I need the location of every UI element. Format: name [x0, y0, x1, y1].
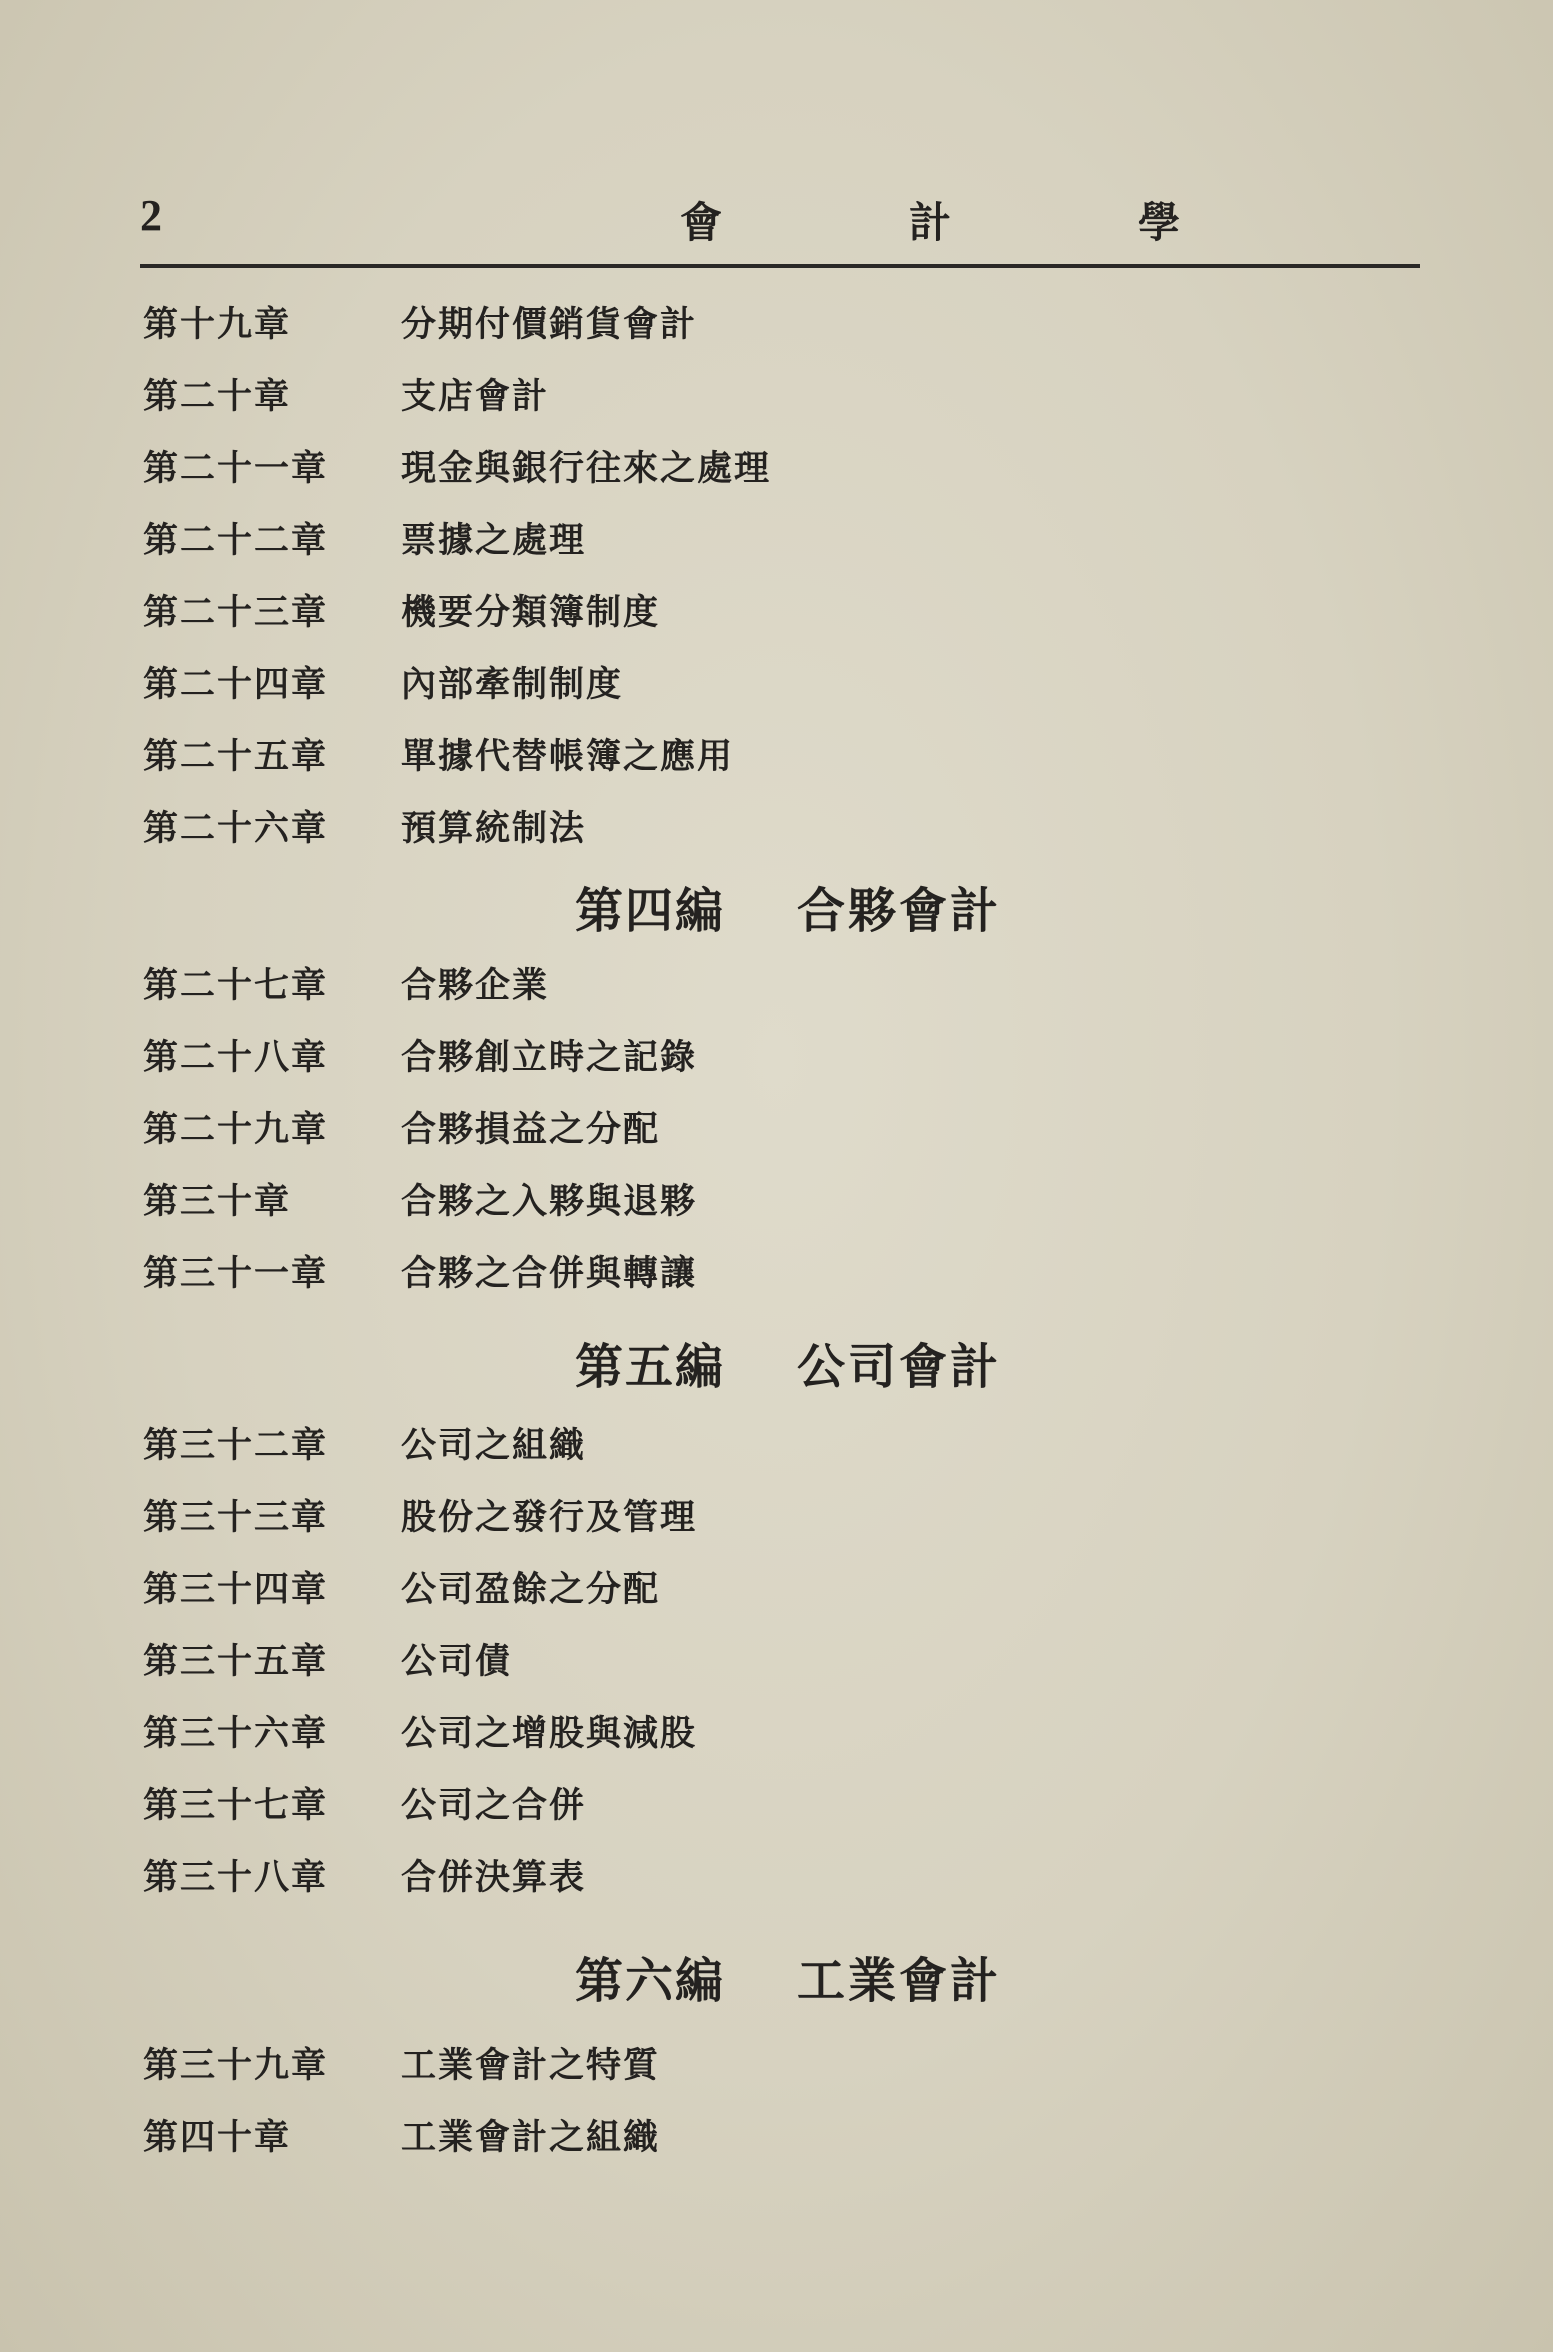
chapter-number: 第二十六章 — [143, 808, 329, 849]
part-heading — [575, 872, 1275, 942]
chapter-number: 第二十三章 — [143, 592, 329, 633]
chapter-title: 工業會計之特質 — [401, 2045, 661, 2086]
toc-entry — [143, 1030, 1243, 1090]
part-number: 第四編 — [575, 883, 726, 939]
running-title-char: 計 — [908, 198, 951, 247]
running-title — [680, 190, 1180, 250]
toc-entry — [143, 1778, 1243, 1838]
chapter-title: 公司之組織 — [401, 1425, 587, 1466]
chapter-number: 第二十八章 — [143, 1037, 329, 1078]
part-heading — [575, 1328, 1275, 1398]
chapter-number: 第四十章 — [143, 2117, 292, 2158]
toc-entry — [143, 729, 1243, 789]
toc-entry — [143, 1418, 1243, 1478]
chapter-title: 單據代替帳簿之應用 — [401, 736, 735, 777]
chapter-number: 第二十五章 — [143, 736, 329, 777]
toc-entry — [143, 801, 1243, 861]
toc-entry — [143, 585, 1243, 645]
chapter-number: 第二十九章 — [143, 1109, 329, 1150]
toc-entry — [143, 441, 1243, 501]
chapter-title: 內部牽制制度 — [401, 664, 624, 705]
toc-entry — [143, 369, 1243, 429]
chapter-title: 現金與銀行往來之處理 — [401, 448, 772, 489]
chapter-title: 預算統制法 — [401, 808, 587, 849]
toc-entry — [143, 513, 1243, 573]
part-number: 第五編 — [575, 1339, 726, 1395]
chapter-title: 公司債 — [401, 1641, 513, 1682]
chapter-title: 合夥企業 — [401, 965, 550, 1006]
chapter-number: 第三十五章 — [143, 1641, 329, 1682]
chapter-title: 公司之增股與減股 — [401, 1713, 698, 1754]
chapter-title: 公司盈餘之分配 — [401, 1569, 661, 1610]
toc-entry — [143, 1562, 1243, 1622]
chapter-title: 合併決算表 — [401, 1857, 587, 1898]
chapter-number: 第三十三章 — [143, 1497, 329, 1538]
chapter-title: 合夥損益之分配 — [401, 1109, 661, 1150]
part-title: 公司會計 — [797, 1339, 1002, 1395]
chapter-title: 合夥創立時之記錄 — [401, 1037, 698, 1078]
chapter-title: 合夥之合併與轉讓 — [401, 1253, 698, 1294]
toc-entry — [143, 657, 1243, 717]
chapter-number: 第二十二章 — [143, 520, 329, 561]
chapter-number: 第三十七章 — [143, 1785, 329, 1826]
chapter-title: 機要分類簿制度 — [401, 592, 661, 633]
toc-entry — [143, 1706, 1243, 1766]
toc-entry — [143, 297, 1243, 357]
chapter-number: 第十九章 — [143, 304, 292, 345]
part-title: 合夥會計 — [797, 883, 1002, 939]
chapter-title: 股份之發行及管理 — [401, 1497, 698, 1538]
toc-entry — [143, 1850, 1243, 1910]
chapter-number: 第二十一章 — [143, 448, 329, 489]
toc-entry — [143, 2110, 1243, 2170]
toc-entry — [143, 1634, 1243, 1694]
chapter-number: 第三十八章 — [143, 1857, 329, 1898]
chapter-number: 第三十二章 — [143, 1425, 329, 1466]
running-title-char: 學 — [1137, 198, 1180, 247]
page-number: 2 — [140, 191, 162, 240]
chapter-title: 公司之合併 — [401, 1785, 587, 1826]
chapter-number: 第三十章 — [143, 1181, 292, 1222]
chapter-number: 第三十九章 — [143, 2045, 329, 2086]
chapter-number: 第二十七章 — [143, 965, 329, 1006]
running-title-char: 會 — [680, 198, 723, 247]
chapter-title: 分期付價銷貨會計 — [401, 304, 698, 345]
chapter-number: 第二十章 — [143, 376, 292, 417]
chapter-title: 票據之處理 — [401, 520, 587, 561]
part-title: 工業會計 — [797, 1953, 1002, 2009]
page-header — [140, 190, 1430, 250]
toc-entry — [143, 1246, 1243, 1306]
chapter-number: 第三十一章 — [143, 1253, 329, 1294]
chapter-number: 第二十四章 — [143, 664, 329, 705]
part-heading — [575, 1942, 1275, 2012]
chapter-title: 支店會計 — [401, 376, 550, 417]
part-number: 第六編 — [575, 1953, 726, 2009]
chapter-title: 工業會計之組織 — [401, 2117, 661, 2158]
toc-entry — [143, 1490, 1243, 1550]
chapter-number: 第三十四章 — [143, 1569, 329, 1610]
toc-entry — [143, 1102, 1243, 1162]
chapter-title: 合夥之入夥與退夥 — [401, 1181, 698, 1222]
chapter-number: 第三十六章 — [143, 1713, 329, 1754]
header-rule — [140, 264, 1420, 268]
toc-entry — [143, 958, 1243, 1018]
toc-entry — [143, 2038, 1243, 2098]
toc-entry — [143, 1174, 1243, 1234]
